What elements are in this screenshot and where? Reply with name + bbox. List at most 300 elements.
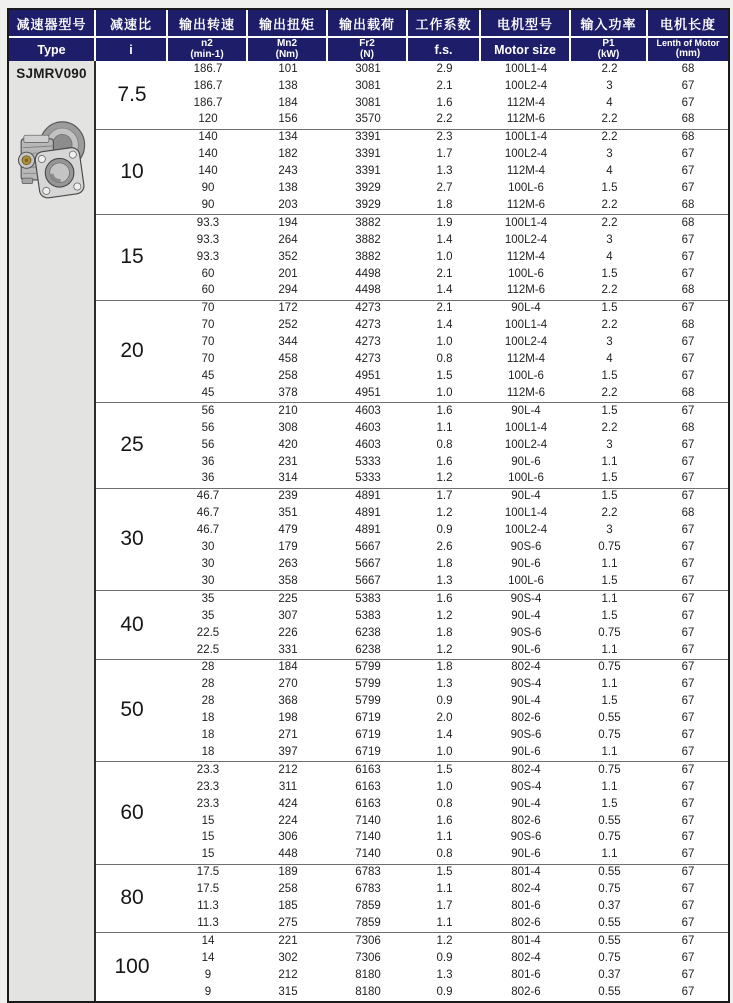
cell-p1: 1.1 <box>601 643 618 656</box>
cell-motor-size: 100L2-4 <box>504 79 548 92</box>
table-header <box>9 10 728 61</box>
cell-fs: 1.6 <box>436 592 453 605</box>
table-row <box>168 420 728 437</box>
cell-fr2: 5333 <box>355 455 381 468</box>
cell-motor-size: 112M-4 <box>506 165 546 178</box>
header-en-col-0: Type <box>9 38 96 61</box>
cell-fs: 2.0 <box>436 712 453 725</box>
cell-fr2: 8180 <box>355 985 381 998</box>
cell-p1: 1.5 <box>601 370 618 383</box>
cell-mn2: 179 <box>278 541 298 554</box>
cell-fs: 1.5 <box>436 370 453 383</box>
cell-n2: 17.5 <box>196 883 220 896</box>
cell-n2: 46.7 <box>196 524 220 537</box>
cell-motor-length: 67 <box>681 866 695 879</box>
cell-motor-size: 112M-6 <box>506 198 546 211</box>
cell-motor-size: 802-4 <box>511 763 541 776</box>
cell-p1: 0.75 <box>598 951 621 964</box>
group-rows <box>168 933 728 1001</box>
cell-motor-size: 90S-6 <box>510 831 542 844</box>
cell-p1: 2.2 <box>601 62 618 75</box>
cell-mn2: 275 <box>278 917 298 930</box>
cell-fr2: 6719 <box>355 729 381 742</box>
header-en-col-4 <box>328 38 408 61</box>
cell-fs: 0.9 <box>436 951 453 964</box>
cell-fs: 1.2 <box>436 472 453 485</box>
cell-motor-length: 67 <box>681 934 695 947</box>
cell-motor-length: 68 <box>681 284 695 297</box>
cell-fs: 1.2 <box>436 507 453 520</box>
header-zh-col-7: 输入功率 <box>571 10 648 36</box>
table-row <box>168 180 728 197</box>
cell-n2: 70 <box>201 302 215 315</box>
cell-motor-size: 90L-6 <box>511 557 541 570</box>
table-row <box>168 984 728 1001</box>
table-row <box>168 112 728 129</box>
cell-fs: 1.8 <box>436 557 453 570</box>
header-en-subline: (N) <box>360 48 374 60</box>
cell-mn2: 212 <box>278 763 298 776</box>
cell-motor-size: 112M-4 <box>506 353 546 366</box>
cell-p1: 3 <box>606 233 613 246</box>
ratio-group-60 <box>96 761 728 863</box>
cell-n2: 28 <box>201 695 215 708</box>
cell-fs: 1.7 <box>436 900 453 913</box>
header-zh-col-5: 工作系数 <box>408 10 481 36</box>
cell-p1: 3 <box>606 148 613 161</box>
table-row <box>168 215 728 232</box>
cell-fr2: 6783 <box>355 883 381 896</box>
cell-fs: 1.3 <box>436 574 453 587</box>
cell-n2: 46.7 <box>196 507 220 520</box>
cell-p1: 1.1 <box>601 848 618 861</box>
cell-motor-size: 100L-6 <box>508 370 544 383</box>
header-en-subline: Mn2 <box>277 37 297 49</box>
cell-motor-size: 100L1-4 <box>504 421 548 434</box>
cell-n2: 30 <box>201 541 215 554</box>
cell-mn2: 138 <box>278 79 298 92</box>
cell-fs: 1.9 <box>436 216 453 229</box>
cell-fs: 2.7 <box>436 182 453 195</box>
cell-motor-length: 68 <box>681 421 695 434</box>
cell-fs: 1.8 <box>436 626 453 639</box>
cell-mn2: 311 <box>278 780 298 793</box>
cell-fs: 1.6 <box>436 814 453 827</box>
table-row <box>168 301 728 318</box>
table-row <box>168 318 728 335</box>
cell-fr2: 3570 <box>355 113 381 126</box>
cell-motor-length: 68 <box>681 113 695 126</box>
header-zh-col-3: 输出扭矩 <box>248 10 328 36</box>
cell-p1: 3 <box>606 79 613 92</box>
cell-fr2: 7859 <box>355 917 381 930</box>
cell-fr2: 3081 <box>355 62 381 75</box>
header-en-subline: (kW) <box>597 48 620 60</box>
cell-mn2: 308 <box>278 421 298 434</box>
cell-mn2: 189 <box>278 866 298 879</box>
table-row <box>168 967 728 984</box>
cell-fs: 2.6 <box>436 541 453 554</box>
cell-mn2: 307 <box>278 609 298 622</box>
cell-fr2: 5799 <box>355 678 381 691</box>
cell-n2: 18 <box>201 712 215 725</box>
cell-motor-length: 68 <box>681 319 695 332</box>
ratio-groups <box>96 61 728 1001</box>
cell-motor-size: 100L-6 <box>508 182 544 195</box>
cell-p1: 3 <box>606 336 613 349</box>
cell-fr2: 4951 <box>355 370 381 383</box>
table-row <box>168 437 728 454</box>
ratio-value: 20 <box>120 339 144 363</box>
cell-mn2: 448 <box>278 848 298 861</box>
cell-mn2: 271 <box>278 729 298 742</box>
cell-fs: 0.9 <box>436 695 453 708</box>
cell-motor-length: 68 <box>681 62 695 75</box>
cell-p1: 0.75 <box>598 626 621 639</box>
cell-mn2: 302 <box>278 951 298 964</box>
cell-fs: 0.9 <box>436 985 453 998</box>
cell-motor-length: 67 <box>681 404 695 417</box>
cell-n2: 23.3 <box>196 780 220 793</box>
header-en-subline: (Nm) <box>275 48 299 60</box>
ratio-group-50 <box>96 659 728 761</box>
cell-p1: 0.55 <box>598 814 621 827</box>
cell-p1: 1.5 <box>601 797 618 810</box>
header-zh-col-2: 输出转速 <box>168 10 248 36</box>
cell-motor-length: 67 <box>681 900 695 913</box>
cell-mn2: 203 <box>278 198 298 211</box>
cell-p1: 1.1 <box>601 557 618 570</box>
cell-n2: 23.3 <box>196 763 220 776</box>
cell-n2: 18 <box>201 729 215 742</box>
table-row <box>168 95 728 112</box>
cell-motor-size: 112M-4 <box>506 96 546 109</box>
header-en-col-2 <box>168 38 248 61</box>
ratio-group-40 <box>96 590 728 659</box>
cell-fs: 1.0 <box>436 386 453 399</box>
cell-fr2: 5667 <box>355 574 381 587</box>
table-row <box>168 865 728 882</box>
cell-motor-length: 67 <box>681 490 695 503</box>
header-zh-col-1: 减速比 <box>96 10 168 36</box>
cell-mn2: 263 <box>278 557 298 570</box>
cell-motor-size: 100L2-4 <box>504 148 548 161</box>
header-zh-col-0: 减速器型号 <box>9 10 96 36</box>
cell-mn2: 101 <box>278 62 298 75</box>
cell-motor-length: 67 <box>681 148 695 161</box>
cell-fr2: 7306 <box>355 934 381 947</box>
cell-n2: 9 <box>204 985 212 998</box>
group-rows <box>168 762 728 863</box>
cell-mn2: 358 <box>278 574 298 587</box>
cell-mn2: 378 <box>278 386 298 399</box>
cell-mn2: 352 <box>278 250 298 263</box>
cell-fs: 1.1 <box>436 421 453 434</box>
cell-fs: 1.2 <box>436 934 453 947</box>
cell-p1: 4 <box>606 353 613 366</box>
cell-fr2: 4891 <box>355 507 381 520</box>
cell-p1: 1.1 <box>601 780 618 793</box>
header-row-chinese <box>9 10 728 38</box>
cell-fr2: 4603 <box>355 438 381 451</box>
cell-n2: 35 <box>201 609 215 622</box>
cell-fs: 1.4 <box>436 729 453 742</box>
ratio-value: 15 <box>120 245 144 269</box>
type-column <box>9 61 96 1001</box>
cell-mn2: 420 <box>278 438 298 451</box>
ratio-group-25 <box>96 402 728 488</box>
ratio-group-7.5 <box>96 61 728 129</box>
cell-mn2: 184 <box>278 96 298 109</box>
cell-p1: 0.75 <box>598 763 621 776</box>
cell-motor-size: 112M-6 <box>506 113 546 126</box>
cell-fs: 1.1 <box>436 883 453 896</box>
cell-fr2: 4498 <box>355 284 381 297</box>
cell-n2: 14 <box>201 951 215 964</box>
cell-fs: 1.4 <box>436 284 453 297</box>
header-en-col-5: f.s. <box>408 38 481 61</box>
cell-fs: 2.3 <box>436 131 453 144</box>
cell-motor-length: 67 <box>681 814 695 827</box>
ratio-group-80 <box>96 864 728 933</box>
cell-n2: 11.3 <box>197 900 219 913</box>
cell-motor-size: 112M-6 <box>506 284 546 297</box>
table-row <box>168 950 728 967</box>
cell-n2: 56 <box>201 404 215 417</box>
cell-motor-length: 67 <box>681 96 695 109</box>
cell-fr2: 6719 <box>355 745 381 758</box>
cell-motor-length: 67 <box>681 883 695 896</box>
cell-fr2: 6238 <box>355 626 381 639</box>
cell-motor-size: 90S-4 <box>510 780 542 793</box>
cell-motor-length: 67 <box>681 695 695 708</box>
cell-n2: 90 <box>201 198 215 211</box>
cell-fs: 1.2 <box>436 609 453 622</box>
cell-n2: 186.7 <box>193 79 223 92</box>
cell-fr2: 6238 <box>355 643 381 656</box>
cell-n2: 17.5 <box>196 866 220 879</box>
cell-fs: 1.0 <box>436 250 453 263</box>
cell-fs: 2.2 <box>436 113 453 126</box>
cell-n2: 93.3 <box>196 233 220 246</box>
cell-motor-length: 67 <box>681 951 695 964</box>
cell-n2: 140 <box>198 165 218 178</box>
cell-fr2: 5667 <box>355 557 381 570</box>
cell-n2: 140 <box>198 131 218 144</box>
cell-motor-length: 67 <box>681 182 695 195</box>
header-en-subline: Lenth of Motor <box>656 38 720 49</box>
cell-mn2: 212 <box>278 968 298 981</box>
header-en-subline: P1 <box>602 37 615 49</box>
table-row <box>168 163 728 180</box>
cell-mn2: 225 <box>278 592 298 605</box>
header-en-col-6: Motor size <box>481 38 571 61</box>
cell-motor-length: 68 <box>681 198 695 211</box>
cell-fs: 1.3 <box>436 678 453 691</box>
cell-mn2: 264 <box>278 233 298 246</box>
cell-motor-length: 67 <box>681 729 695 742</box>
cell-p1: 2.2 <box>601 386 618 399</box>
cell-mn2: 252 <box>278 319 298 332</box>
cell-motor-length: 67 <box>681 848 695 861</box>
cell-fr2: 4273 <box>355 302 381 315</box>
reducer-model-label: SJMRV090 <box>16 66 87 81</box>
cell-motor-size: 112M-4 <box>506 250 546 263</box>
cell-motor-size: 90S-4 <box>510 678 542 691</box>
cell-motor-length: 67 <box>681 557 695 570</box>
cell-p1: 0.37 <box>598 900 621 913</box>
cell-p1: 1.5 <box>601 182 618 195</box>
cell-motor-size: 90L-4 <box>511 490 541 503</box>
cell-p1: 0.55 <box>598 712 621 725</box>
header-zh-col-4: 输出载荷 <box>328 10 408 36</box>
cell-fs: 1.1 <box>436 917 453 930</box>
cell-p1: 4 <box>606 96 613 109</box>
cell-motor-length: 68 <box>681 131 695 144</box>
cell-mn2: 344 <box>278 336 298 349</box>
group-rows <box>168 61 728 129</box>
cell-motor-size: 90L-4 <box>511 609 541 622</box>
cell-mn2: 210 <box>278 404 298 417</box>
cell-motor-size: 100L-6 <box>508 574 544 587</box>
cell-p1: 2.2 <box>601 113 618 126</box>
cell-motor-length: 67 <box>681 592 695 605</box>
cell-fr2: 3882 <box>355 250 381 263</box>
cell-p1: 0.55 <box>598 934 621 947</box>
table-row <box>168 915 728 932</box>
table-row <box>168 660 728 677</box>
header-en-col-3 <box>248 38 328 61</box>
cell-motor-size: 100L-6 <box>508 472 544 485</box>
cell-fs: 1.0 <box>436 745 453 758</box>
cell-mn2: 172 <box>278 302 298 315</box>
cell-motor-length: 67 <box>681 267 695 280</box>
cell-motor-size: 802-6 <box>511 917 541 930</box>
cell-mn2: 368 <box>278 695 298 708</box>
table-row <box>168 677 728 694</box>
cell-motor-size: 802-4 <box>511 951 541 964</box>
table-row <box>168 130 728 147</box>
cell-fr2: 5383 <box>355 592 381 605</box>
cell-p1: 0.55 <box>598 985 621 998</box>
cell-fr2: 3391 <box>355 131 381 144</box>
ratio-value: 30 <box>120 527 144 551</box>
cell-motor-length: 67 <box>681 968 695 981</box>
cell-fs: 1.7 <box>436 490 453 503</box>
cell-n2: 30 <box>201 574 215 587</box>
cell-n2: 36 <box>201 472 215 485</box>
cell-n2: 140 <box>198 148 218 161</box>
cell-p1: 1.5 <box>601 609 618 622</box>
cell-motor-length: 67 <box>681 524 695 537</box>
cell-n2: 93.3 <box>196 250 220 263</box>
cell-n2: 70 <box>201 319 215 332</box>
cell-n2: 35 <box>201 592 215 605</box>
cell-motor-size: 90L-4 <box>511 695 541 708</box>
ratio-value: 100 <box>114 955 150 979</box>
cell-fr2: 7859 <box>355 900 381 913</box>
table-row <box>168 744 728 761</box>
table-row <box>168 522 728 539</box>
table-row <box>168 882 728 899</box>
cell-fs: 1.8 <box>436 661 453 674</box>
cell-fr2: 3882 <box>355 216 381 229</box>
ratio-value: 60 <box>120 800 144 824</box>
table-row <box>168 762 728 779</box>
cell-motor-size: 100L2-4 <box>504 438 548 451</box>
cell-fr2: 7306 <box>355 951 381 964</box>
cell-n2: 186.7 <box>193 62 223 75</box>
cell-p1: 4 <box>606 250 613 263</box>
cell-fs: 1.6 <box>436 455 453 468</box>
cell-fs: 2.9 <box>436 62 453 75</box>
table-row <box>168 78 728 95</box>
cell-mn2: 134 <box>278 131 298 144</box>
cell-fs: 2.1 <box>436 267 453 280</box>
cell-p1: 1.5 <box>601 695 618 708</box>
table-row <box>168 694 728 711</box>
ratio-value: 10 <box>120 159 144 183</box>
ratio-group-20 <box>96 300 728 402</box>
table-row <box>168 489 728 506</box>
cell-motor-size: 801-4 <box>511 866 541 879</box>
cell-p1: 1.1 <box>601 592 618 605</box>
cell-fs: 1.5 <box>436 866 453 879</box>
cell-mn2: 138 <box>278 182 298 195</box>
cell-motor-size: 100L1-4 <box>504 131 548 144</box>
ratio-group-15 <box>96 214 728 300</box>
cell-fs: 0.9 <box>436 524 453 537</box>
cell-p1: 0.55 <box>598 917 621 930</box>
cell-motor-size: 100L2-4 <box>504 336 548 349</box>
cell-n2: 120 <box>198 113 218 126</box>
group-rows <box>168 301 728 402</box>
cell-motor-length: 67 <box>681 472 695 485</box>
table-row <box>168 232 728 249</box>
cell-mn2: 226 <box>278 626 298 639</box>
cell-motor-size: 90S-4 <box>510 592 542 605</box>
cell-fr2: 6163 <box>355 797 381 810</box>
cell-p1: 0.75 <box>598 883 621 896</box>
cell-fr2: 6719 <box>355 712 381 725</box>
ratio-group-10 <box>96 129 728 215</box>
cell-n2: 15 <box>201 831 215 844</box>
cell-motor-length: 67 <box>681 985 695 998</box>
cell-n2: 46.7 <box>196 490 220 503</box>
cell-fs: 2.1 <box>436 302 453 315</box>
cell-fs: 1.5 <box>436 763 453 776</box>
table-row <box>168 403 728 420</box>
cell-motor-length: 67 <box>681 917 695 930</box>
cell-motor-size: 802-6 <box>511 712 541 725</box>
cell-fs: 1.2 <box>436 643 453 656</box>
cell-motor-size: 90L-6 <box>511 745 541 758</box>
cell-p1: 0.55 <box>598 866 621 879</box>
cell-fr2: 4498 <box>355 267 381 280</box>
cell-fr2: 4273 <box>355 353 381 366</box>
cell-motor-size: 90L-6 <box>511 848 541 861</box>
group-rows <box>168 660 728 761</box>
cell-motor-length: 67 <box>681 712 695 725</box>
cell-mn2: 201 <box>278 267 298 280</box>
cell-fr2: 5333 <box>355 472 381 485</box>
cell-p1: 1.1 <box>601 745 618 758</box>
cell-n2: 45 <box>201 370 215 383</box>
cell-mn2: 156 <box>278 113 298 126</box>
cell-p1: 4 <box>606 165 613 178</box>
cell-mn2: 243 <box>278 165 298 178</box>
cell-fs: 1.4 <box>436 319 453 332</box>
